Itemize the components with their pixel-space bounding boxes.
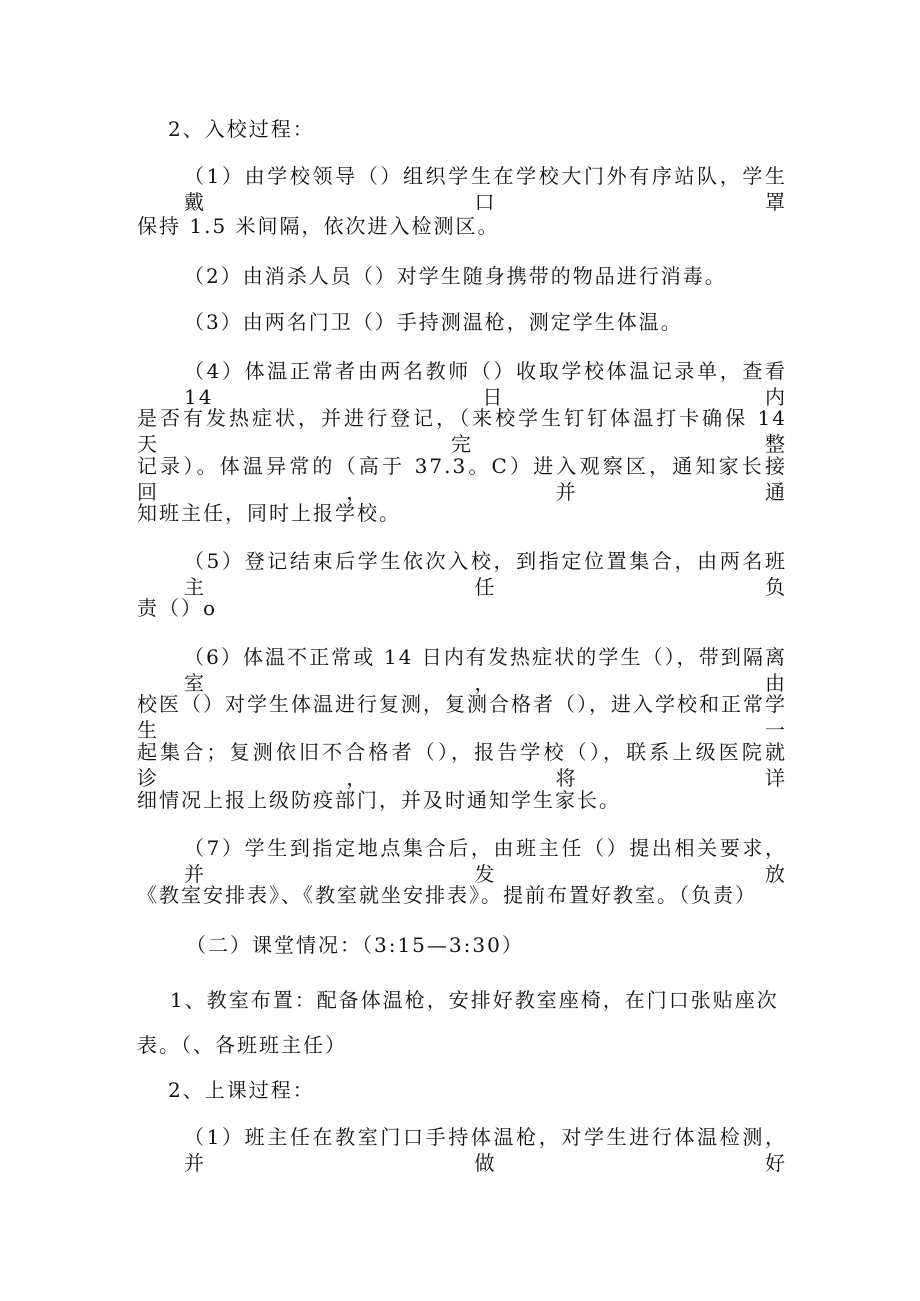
paragraph-line: （6）体温不正常或 14 日内有发热症状的学生（），带到隔离室，由	[184, 645, 787, 695]
paragraph-line: （3）由两名门卫（）手持测温枪，测定学生体温。	[184, 310, 683, 334]
heading-class-process: 2、上课过程：	[168, 1078, 315, 1102]
paragraph-line: 责（）o	[137, 596, 218, 620]
heading-classroom: （二）课堂情况：（3:15—3:30）	[186, 933, 524, 957]
paragraph-line: 《教室安排表》、《教室就坐安排表》。提前布置好教室。（负责）	[137, 883, 757, 907]
paragraph-line: 起集合；复测依旧不合格者（），报告学校（），联系上级医院就诊，将详	[137, 740, 787, 790]
paragraph-line: 保持 1.5 米间隔，依次进入检测区。	[137, 214, 500, 238]
paragraph-line: 记录）。体温异常的（高于 37.3。C）进入观察区，通知家长接回，并通	[137, 454, 787, 504]
paragraph-line: （2）由消杀人员（）对学生随身携带的物品进行消毒。	[184, 264, 727, 288]
paragraph-line: 知班主任，同时上报学校。	[137, 501, 401, 525]
paragraph-line: （7）学生到指定地点集合后，由班主任（）提出相关要求，并发放	[184, 836, 787, 886]
heading-entry-process: 2、入校过程：	[168, 117, 315, 141]
paragraph-line: 表。（、各班班主任）	[137, 1033, 347, 1057]
paragraph-line: （1）班主任在教室门口手持体温枪，对学生进行体温检测，并做好	[184, 1125, 787, 1175]
paragraph-line: 校医（）对学生体温进行复测，复测合格者（），进入学校和正常学生一	[137, 692, 787, 742]
paragraph-line: 细情况上报上级防疫部门，并及时通知学生家长。	[137, 788, 621, 812]
paragraph-line: （1）由学校领导（）组织学生在学校大门外有序站队，学生戴口罩	[184, 164, 787, 214]
paragraph-line: （4）体温正常者由两名教师（）收取学校体温记录单，查看 14 日内	[184, 359, 787, 409]
paragraph-line: 是否有发热症状，并进行登记，（来校学生钉钉体温打卡确保 14 天完整	[137, 406, 787, 456]
paragraph-line: （5）登记结束后学生依次入校，到指定位置集合，由两名班主任负	[184, 549, 787, 599]
paragraph-line: 1、教室布置：配备体温枪，安排好教室座椅，在门口张贴座次	[170, 988, 779, 1012]
